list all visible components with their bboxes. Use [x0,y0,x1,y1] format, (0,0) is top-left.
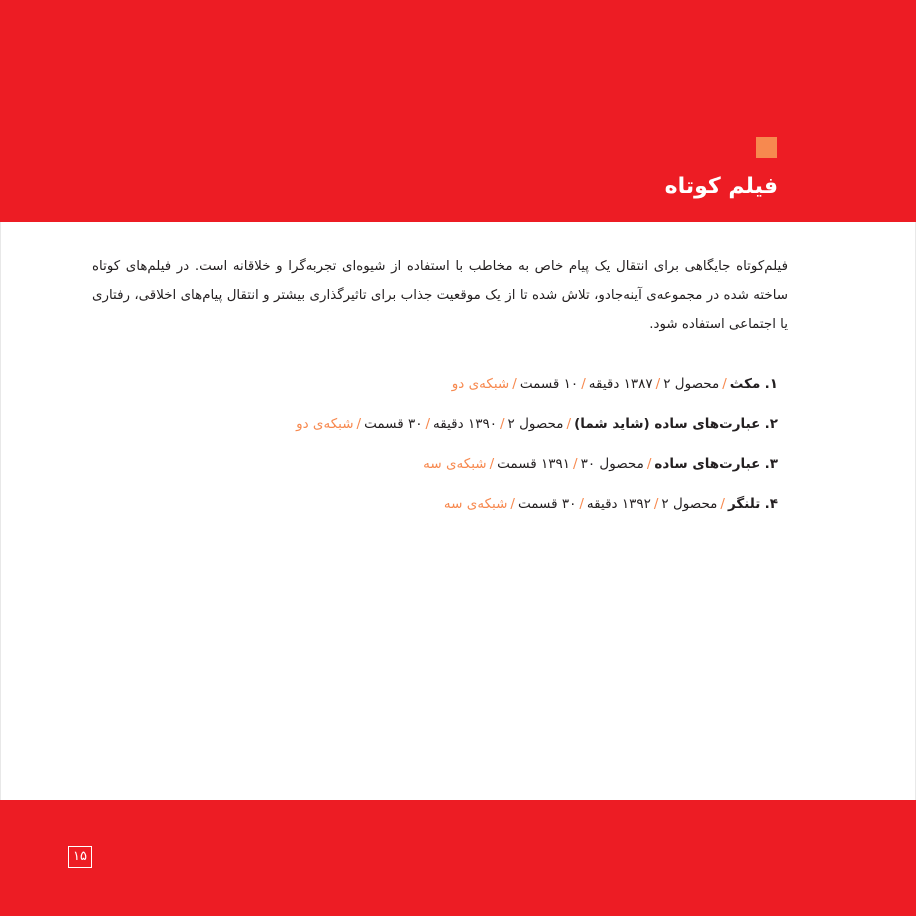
separator: / [566,416,572,432]
film-item [78,489,778,529]
accent-square [756,137,777,158]
separator: / [512,376,517,392]
film-title: عبارت‌های ساده [654,456,761,472]
film-detail: ۲ دقیقه [433,416,515,432]
footer-band [0,800,916,916]
separator: / [489,456,495,472]
film-list [78,369,778,529]
separator: / [581,376,586,392]
film-detail: ۲ دقیقه [588,376,671,392]
separator: / [655,376,661,392]
film-detail: ۳۰ قسمت [517,496,577,512]
separator: / [425,416,431,432]
film-number: ۲. [764,416,778,432]
separator: / [653,496,659,512]
film-detail: محصول ۱۳۹۱ [541,456,644,472]
separator: / [722,376,727,392]
film-title: عبارت‌های ساده (شاید شما) [574,416,761,432]
separator: / [720,496,725,512]
film-title: مکث [729,376,761,392]
section-title: فیلم کوتاه [664,174,778,199]
separator: / [573,456,578,472]
film-item [78,449,778,489]
page-number: ۱۵ [68,846,92,868]
film-network: شبکه‌ی دو [451,376,510,392]
separator: / [510,496,515,512]
separator: / [646,456,652,472]
film-item [78,369,778,409]
header-band [0,0,916,222]
film-network: شبکه‌ی سه [443,496,508,512]
film-item [78,409,778,449]
film-network: شبکه‌ی سه [423,456,487,472]
film-network: شبکه‌ی دو [296,416,354,432]
separator: / [579,496,584,512]
film-detail: ۳۰ قسمت [364,416,423,432]
film-title: تلنگر [727,496,761,512]
film-detail: ۱۰ قسمت [519,376,579,392]
film-number: ۴. [764,496,778,512]
film-number: ۳. [764,456,778,472]
film-number: ۱. [764,376,778,392]
film-detail: محصول ۱۳۹۲ [621,496,718,512]
intro-paragraph: فیلم‌کوتاه جایگاهی برای انتقال یک پیام خاص به مخاطب با استفاده از شیوه‌ای تجربه‌گرا و خلاقانه است. در فیلم‌های کوتاه ساخته شده در مجموعه‌ی آینه‌جادو، تلاش شده تا از یک موقعیت جذاب برای تاثیرگذاری بیشتر و انتقال پیام‌های اخلاقی، رفتاری یا اجتماعی استفاده شود. [92,259,788,332]
separator: / [499,416,505,432]
film-detail: ۳۰ قسمت [497,456,596,472]
film-detail: محصول ۱۳۹۰ [467,416,564,432]
film-detail: ۲ دقیقه [586,496,669,512]
film-detail: محصول ۱۳۸۷ [623,376,720,392]
separator: / [356,416,362,432]
